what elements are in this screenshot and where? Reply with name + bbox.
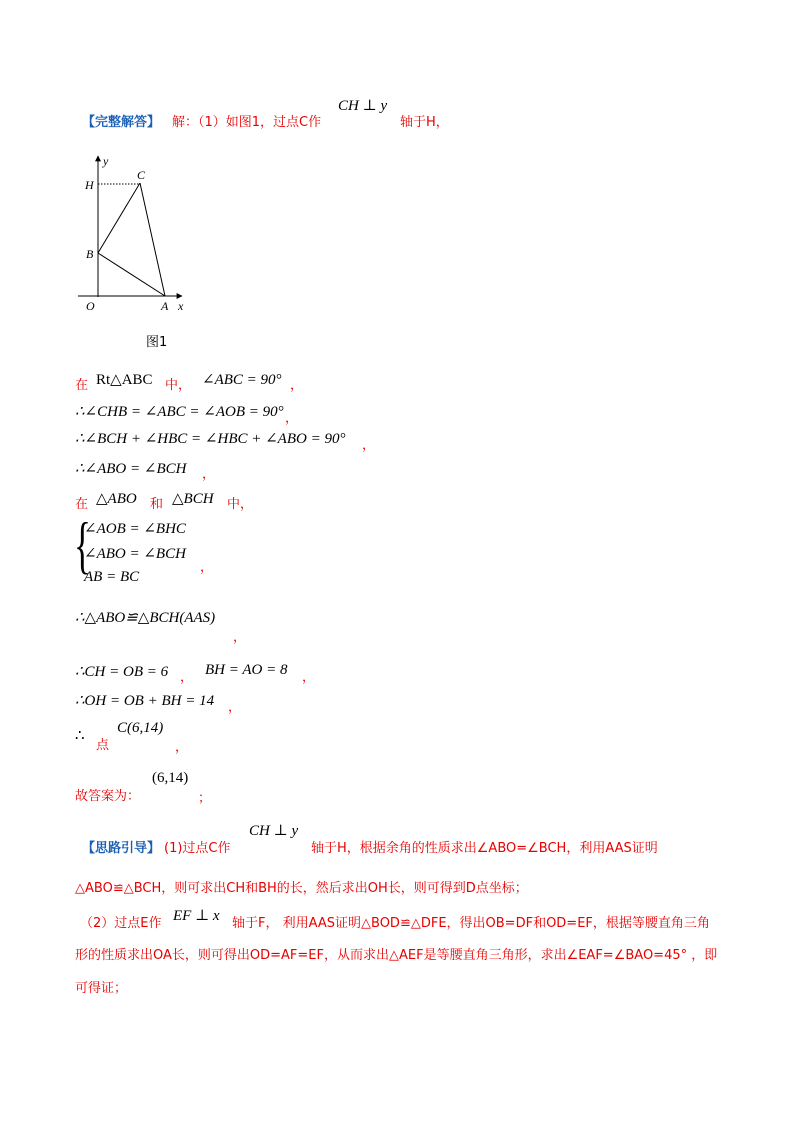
l1-post: ，	[290, 378, 304, 393]
hint-p1-math: CH ⊥ y	[249, 823, 299, 839]
l4-math: ∴∠ABO = ∠BCH	[75, 461, 187, 477]
l7-sep: ，	[180, 670, 194, 685]
segment-bc	[98, 183, 140, 253]
l9-post: ，	[175, 740, 189, 755]
system-post: ，	[200, 560, 214, 575]
l8-post: ，	[228, 700, 242, 715]
l5-math-1: △ABO	[96, 491, 137, 507]
hint-p3-post: 轴于F， 利用AAS证明△BOD≌△DFE，得出OB=DF和OD=EF，根据等腰直角三角	[232, 916, 710, 931]
header-tail: 轴于H，	[400, 115, 449, 130]
answer-tag: 【完整解答】	[82, 115, 161, 130]
label-x: x	[178, 299, 184, 313]
hint-p3-pre: （2）过点E作	[80, 916, 162, 931]
l5-pre: 在	[75, 497, 89, 512]
hint-p1-post: 轴于H，根据余角的性质求出∠ABO=∠BCH，利用AAS证明	[311, 841, 658, 856]
system-eq-1: ∠AOB = ∠BHC	[84, 521, 186, 537]
header-math: CH ⊥ y	[338, 98, 388, 114]
l9-math: C(6,14)	[117, 720, 164, 736]
l2-post: ，	[285, 411, 299, 426]
label-y: y	[103, 154, 109, 168]
hint-p4: 形的性质求出OA长，则可得出OD=AF=EF，从而求出△AEF是等腰直角三角形，求出∠EAF=∠BAO=45° ，即	[75, 948, 718, 963]
l5-mid: 和	[150, 497, 164, 512]
l7-post: ，	[302, 670, 316, 685]
answer-intro: 解：（1）如图1，过点C作	[172, 115, 322, 130]
l9-therefore: ∴	[75, 728, 85, 744]
l1-pre: 在	[75, 378, 89, 393]
label-a: A	[161, 299, 169, 313]
l1-mid: 中，	[165, 378, 192, 393]
l1-math-1: Rt△ABC	[96, 372, 153, 388]
system-eq-3: AB = BC	[84, 569, 140, 585]
l2-math: ∴∠CHB = ∠ABC = ∠AOB = 90°	[75, 404, 284, 420]
hint-p2: △ABO≌△BCH，则可求出CH和BH的长，然后求出OH长，则可得到D点坐标；	[75, 881, 528, 896]
l4-post: ，	[202, 467, 216, 482]
figure-caption: 图1	[146, 335, 168, 350]
l3-post: ，	[362, 438, 376, 453]
hint-p1-pre: (1)过点C作	[164, 841, 231, 856]
segment-ba	[98, 253, 165, 296]
system-brace: {	[74, 509, 91, 580]
system-eq-2: ∠ABO = ∠BCH	[84, 546, 186, 562]
label-h: H	[85, 178, 94, 192]
l6-math: ∴△ABO≌△BCH(AAS)	[75, 610, 216, 626]
hint-p3-math: EF ⊥ x	[173, 908, 220, 924]
l8-math: ∴OH = OB + BH = 14	[75, 693, 215, 709]
l1-math-2: ∠ABC = 90°	[202, 372, 282, 388]
answer-post: ；	[198, 791, 212, 806]
label-o: O	[86, 299, 95, 313]
l3-math: ∴∠BCH + ∠HBC = ∠HBC + ∠ABO = 90°	[75, 431, 346, 447]
answer-math: (6,14)	[152, 770, 189, 786]
l5-post: 中，	[227, 497, 254, 512]
hint-p5: 可得证；	[75, 981, 128, 996]
label-c: C	[137, 168, 146, 182]
l9-dot-label: 点	[96, 738, 110, 753]
figure-1	[74, 152, 204, 322]
l5-math-2: △BCH	[172, 491, 214, 507]
l7-math-2: BH = AO = 8	[205, 662, 288, 678]
hint-tag: 【思路引导】	[82, 841, 161, 856]
label-b: B	[86, 247, 94, 261]
segment-ca	[140, 183, 165, 296]
l6-post: ，	[233, 630, 247, 645]
l7-math-1: ∴CH = OB = 6	[75, 664, 169, 680]
answer-label: 故答案为：	[75, 789, 141, 804]
